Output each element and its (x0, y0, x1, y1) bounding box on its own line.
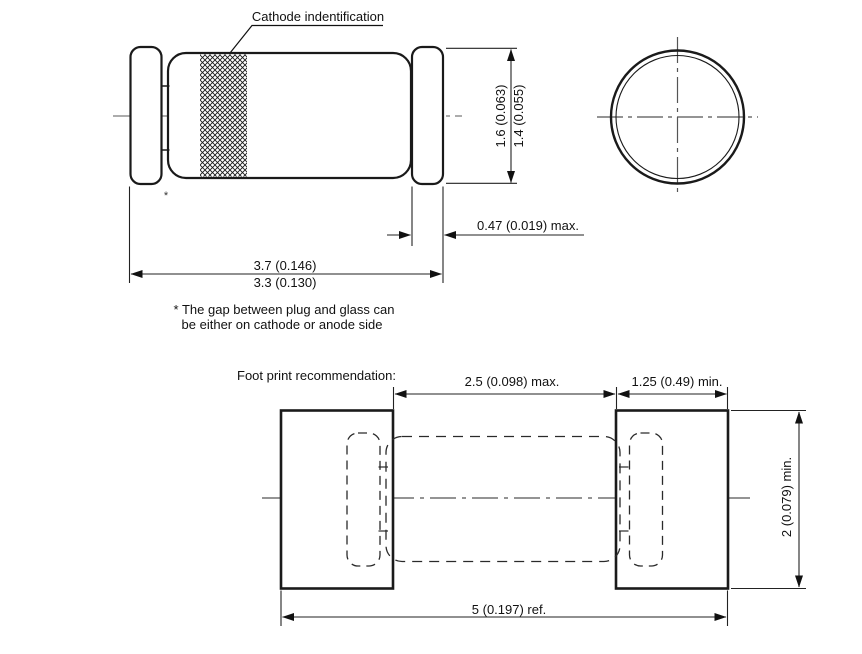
right-terminal-cap (412, 47, 443, 184)
dim-length-min-label: 3.3 (0.130) (253, 275, 317, 290)
dim-diameter-max-label: 1.6 (0.063) (493, 84, 508, 148)
end-view (597, 37, 758, 197)
footprint-view (262, 411, 752, 589)
left-terminal-cap (131, 47, 162, 184)
dim-pad-height-label: 2 (0.079) min. (779, 456, 794, 538)
dim-length-max-label: 3.7 (0.146) (253, 258, 317, 273)
dim-diameter-min-label: 1.4 (0.055) (511, 84, 526, 148)
footprint-heading: Foot print recommendation: (237, 368, 396, 383)
dim-pad-width-label: 1.25 (0.49) min. (631, 374, 723, 389)
cathode-identification-label: Cathode indentification (251, 9, 385, 24)
component-glass-outline-dashed (386, 437, 620, 562)
footnote-line1: * The gap between plug and glass can (173, 302, 395, 317)
cathode-band-hatch (200, 55, 247, 177)
side-view (113, 26, 462, 185)
right-pad (616, 411, 728, 589)
dim-overall-label: 5 (0.197) ref. (471, 602, 547, 617)
dim-pad-gap-label: 2.5 (0.098) max. (464, 374, 560, 389)
gap-reference-asterisk: * (163, 190, 169, 202)
left-pad (281, 411, 393, 589)
footnote-line2: be either on cathode or anode side (181, 317, 383, 332)
dim-cap-length-label: 0.47 (0.019) max. (477, 218, 579, 233)
